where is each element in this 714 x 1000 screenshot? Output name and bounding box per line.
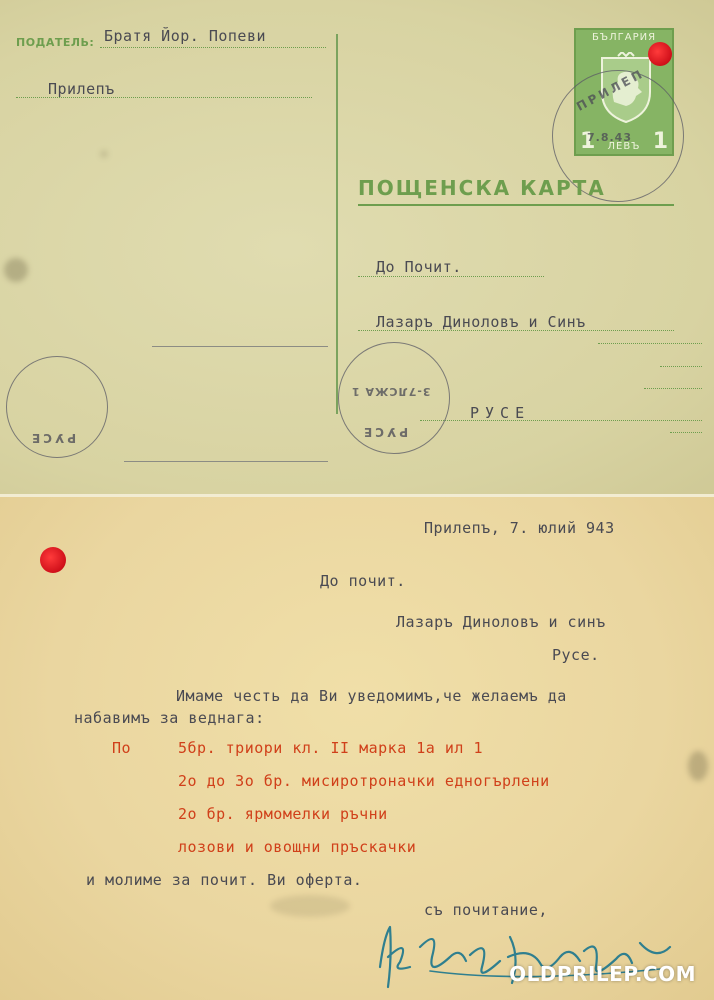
watermark: OLDPRILEP.COM xyxy=(509,962,696,986)
stamp-country: БЪЛГАРИЯ xyxy=(591,32,657,43)
postcard-back xyxy=(0,497,714,1000)
letter-recipient-city: Русе. xyxy=(552,646,600,664)
order-item: 2о до 3о бр. мисиротрoначки едногърлени xyxy=(178,772,550,790)
card-title: ПОЩЕНСКА КАРТА xyxy=(358,176,606,200)
order-item: лозови и овощни пръскачки xyxy=(178,838,417,856)
sender-city: Прилепъ xyxy=(48,80,115,98)
address-line-1 xyxy=(358,276,544,277)
closing: съ почитание, xyxy=(424,901,548,919)
stamp-denomination-word: ЛЕВЪ xyxy=(607,141,641,152)
stain xyxy=(4,258,28,282)
stain xyxy=(270,895,350,917)
address-line-6 xyxy=(420,420,702,421)
sender-name-line xyxy=(100,47,326,48)
recipient-city: РУСЕ xyxy=(470,404,531,422)
letter-body-line2: набавимъ за веднага: xyxy=(74,709,265,727)
arrival-postmark-city: РУСЕ xyxy=(29,431,77,445)
stamp-denomination-left: 1 xyxy=(580,129,596,154)
address-line-5 xyxy=(644,388,702,389)
address-line-3 xyxy=(598,343,702,344)
sender-name: Братя Йор. Попеви xyxy=(104,27,267,45)
postcard-front xyxy=(0,0,714,497)
closing-request: и молиме за почит. Ви оферта. xyxy=(86,871,363,889)
card-title-underline xyxy=(358,204,674,206)
address-line-2 xyxy=(358,330,674,331)
faint-line xyxy=(152,346,328,347)
postmark-city: ПРИЛЕП xyxy=(574,66,647,114)
stain xyxy=(688,751,708,781)
letter-salutation: До почит. xyxy=(320,572,406,590)
recipient-name: Лазаръ Диноловъ и Синъ xyxy=(376,313,586,331)
sender-city-line xyxy=(16,97,312,98)
letter-recipient-name: Лазаръ Диноловъ и синъ xyxy=(396,613,606,631)
arrival-postmark-center xyxy=(338,342,450,454)
arrival-postmark-left xyxy=(6,356,108,458)
arrival-postmark-city: РУСЕ xyxy=(361,425,409,439)
faint-line xyxy=(124,461,328,462)
recipient-salutation: До Почит. xyxy=(376,258,462,276)
address-line-7 xyxy=(670,432,702,433)
address-line-4 xyxy=(660,366,702,367)
postmark-date: 7.8.43 xyxy=(587,131,632,144)
order-item: 2о бр. ярмомелки ръчни xyxy=(178,805,388,823)
stain xyxy=(100,150,108,158)
divider-vertical xyxy=(336,34,338,414)
red-seal xyxy=(40,547,66,573)
order-item: 5бр. триори кл. II марка 1а ил 1 xyxy=(178,739,483,757)
stamp-denomination-right: 1 xyxy=(652,129,668,154)
order-prefix: По xyxy=(112,739,132,757)
sender-label: ПОДАТЕЛЬ: xyxy=(16,36,95,49)
arrival-postmark-date: 3-7ЛСЖА 1 xyxy=(351,385,431,398)
letter-body-line1: Имаме честь да Ви уведомимъ,че желаемъ да xyxy=(176,687,567,705)
red-seal xyxy=(648,42,672,66)
letter-date: Прилепъ, 7. юлий 943 xyxy=(424,519,615,537)
